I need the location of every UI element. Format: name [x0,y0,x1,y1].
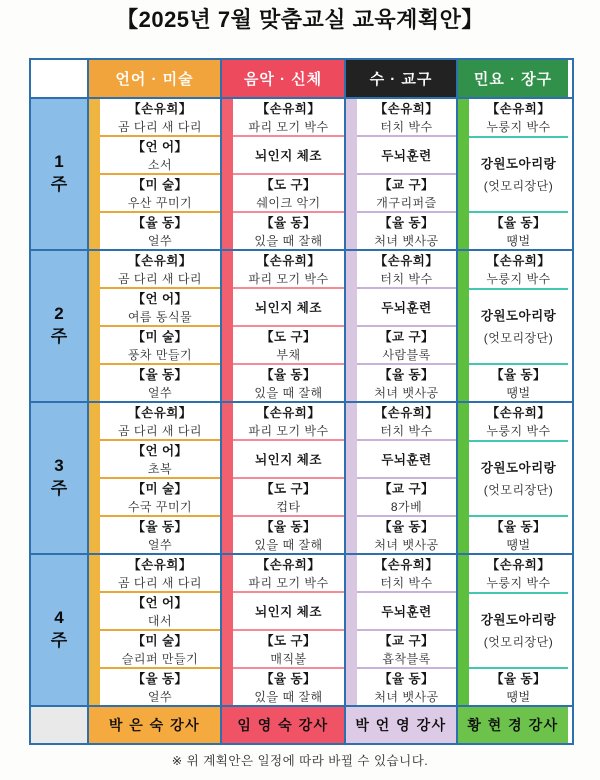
activity-cell [222,213,344,249]
color-strip [346,251,357,401]
activity-name: 쉐이크 악기 [256,196,321,210]
activity-name: 땡벌 [506,689,531,704]
week-row-4 [31,553,572,705]
activity-cell [222,175,344,213]
activity-cell [222,327,344,365]
activity-cell [458,669,568,706]
activity-cell [222,669,344,705]
activity-category: 【손유희】 [486,254,551,269]
activity-category: 【손유희】 [374,102,439,116]
activity-category: 【손유희】 [374,558,439,572]
activity-cell [346,137,456,175]
activity-cell [458,251,568,290]
activity-cell [458,213,568,250]
activity-cell [222,479,344,517]
activity-category: 【미 술】 [132,178,188,192]
activity-name: 얼쑤 [147,386,173,400]
activity-cell [346,289,456,327]
activity-cell [458,99,568,138]
activity-name: 누룽지 박수 [486,120,551,135]
activity-category: 【손유희】 [486,102,551,117]
table-footer-row [31,705,572,743]
activity-name: 처녀 뱃사공 [374,538,439,552]
activity-name: 수국 꾸미기 [127,500,193,514]
activity-cell [222,403,344,441]
activity-category: 【손유희】 [256,558,321,572]
activity-cell [346,631,456,669]
activity-category: 【도 구】 [260,634,317,648]
activity-category: 【율 동】 [378,672,435,686]
activity-name: 얼쑤 [147,234,173,248]
activity-cell [458,138,568,213]
week-number: 3 [54,456,64,476]
activity-category: 【미 술】 [132,482,188,496]
activity-name: 사람블록 [382,348,431,362]
activity-cell [346,479,456,517]
activity-category: 【언 어】 [132,444,188,458]
activity-category: 강원도아리랑 [480,461,557,475]
activity-cell [89,441,220,479]
activity-category: 【율 동】 [490,215,547,230]
activity-name: 곰 다리 새 다리 [117,272,203,286]
activity-cell [458,594,568,669]
color-strip [89,555,100,705]
activity-category: 【언 어】 [132,140,188,154]
week-label-1 [31,99,87,249]
week-number: 2 [54,304,64,324]
activity-name: (엇모리장단) [483,635,554,649]
schedule-table [29,58,574,745]
activity-category: 【도 구】 [260,330,317,344]
column-header-2: 음악 · 신체 [220,60,344,97]
activity-category: 【손유희】 [128,254,192,268]
activity-category: 【율 동】 [490,367,547,382]
activity-category: 【율 동】 [490,671,547,686]
activity-name: 터치 박수 [380,576,433,590]
activity-name: 우산 꾸미기 [127,196,193,210]
week-2-column-3 [344,251,456,401]
activity-cell [346,669,456,705]
table-header-row [31,60,572,97]
activity-name: 얼쑤 [147,690,173,704]
week-1-column-4 [456,99,568,249]
activity-category: 【손유희】 [374,406,439,420]
week-number: 4 [54,608,64,628]
color-strip [346,403,357,553]
activity-cell [89,631,220,669]
activity-cell [458,442,568,517]
color-strip [89,251,100,401]
week-3-column-2 [220,403,344,553]
color-strip [346,555,357,705]
color-strip [89,99,100,249]
activity-cell [89,517,220,553]
activity-name: 땡벌 [506,537,531,552]
teacher-cell-4: 황 현 경 강사 [456,707,568,743]
activity-category: 【도 구】 [260,178,317,192]
activity-cell [458,365,568,402]
week-1-column-3 [344,99,456,249]
activity-name: 매직볼 [270,652,307,666]
footnote: ※ 위 계획안은 일정에 따라 바뀔 수 있습니다. [171,754,429,768]
week-4-column-3 [344,555,456,705]
activity-category: 【율 동】 [260,520,317,534]
color-strip [458,99,469,249]
activity-cell [89,365,220,401]
activity-cell [89,213,220,249]
activity-cell [346,441,456,479]
week-2-column-4 [456,251,568,401]
activity-name: (엇모리장단) [483,483,554,497]
activity-category: 두뇌훈련 [381,453,432,467]
week-2-column-2 [220,251,344,401]
activity-name: (엇모리장단) [483,179,554,193]
week-1-column-1 [87,99,220,249]
teacher-cell-2: 임 영 숙 강사 [220,707,344,743]
week-suffix: 주 [50,631,68,650]
page-title: 【2025년 7월 맞춤교실 교육계획안】 [116,7,484,32]
activity-cell [222,631,344,669]
activity-category: 【손유희】 [128,406,192,420]
activity-category: 【율 동】 [132,216,188,230]
activity-category: 뇌인지 체조 [255,149,322,163]
activity-cell [89,289,220,327]
activity-category: 【율 동】 [260,216,317,230]
activity-cell [89,479,220,517]
activity-name: 터치 박수 [380,120,433,134]
week-3-column-4 [456,403,568,553]
activity-name: 파리 모기 박수 [248,424,329,438]
activity-cell [346,213,456,249]
activity-cell [89,669,220,705]
activity-name: 터치 박수 [380,424,433,438]
column-header-1: 언어 · 미술 [87,60,220,97]
activity-name: 곰 다리 새 다리 [117,424,203,438]
week-row-1 [31,97,572,249]
activity-category: 【율 동】 [260,672,317,686]
activity-cell [89,327,220,365]
column-header-3: 수 · 교구 [344,60,456,97]
activity-cell [346,555,456,593]
color-strip [346,99,357,249]
activity-cell [89,251,220,289]
teacher-cell-1: 박 은 숙 강사 [87,707,220,743]
activity-cell [346,365,456,401]
activity-cell [458,555,568,594]
activity-cell [222,365,344,401]
activity-name: 개구리퍼즐 [376,196,437,210]
week-4-column-1 [87,555,220,705]
week-number: 1 [54,152,64,172]
activity-category: 강원도아리랑 [480,613,557,627]
activity-name: 터치 박수 [380,272,433,286]
week-1-column-2 [220,99,344,249]
column-header-4: 민요 · 장구 [456,60,568,97]
corner-cell-bottom [31,707,87,743]
activity-category: 두뇌훈련 [381,301,432,315]
activity-category: 【손유희】 [256,254,321,268]
color-strip [222,555,233,705]
color-strip [458,555,469,705]
activity-cell [222,555,344,593]
activity-category: 【손유희】 [486,558,551,573]
activity-name: 누룽지 박수 [486,272,551,287]
week-row-3 [31,401,572,553]
week-suffix: 주 [50,327,68,346]
activity-category: 【교 구】 [378,482,435,496]
week-2-column-1 [87,251,220,401]
activity-cell [346,517,456,553]
week-row-2 [31,249,572,401]
activity-category: 【율 동】 [378,520,435,534]
activity-cell [346,327,456,365]
activity-cell [346,593,456,631]
week-4-column-2 [220,555,344,705]
color-strip [222,403,233,553]
activity-category: 두뇌훈련 [381,605,432,619]
activity-name: 처녀 뱃사공 [374,386,439,400]
activity-name: 슬리퍼 만들기 [121,652,199,666]
activity-category: 【교 구】 [378,634,435,648]
activity-category: 【율 동】 [260,368,317,382]
activity-category: 【손유희】 [256,406,321,420]
activity-cell [346,175,456,213]
activity-name: 곰 다리 새 다리 [117,576,203,590]
activity-name: 있을 때 잘해 [254,386,323,400]
week-blocks [31,97,572,705]
activity-category: 【손유희】 [256,102,321,116]
activity-name: 초복 [147,462,173,476]
activity-category: 【율 동】 [132,520,188,534]
activity-name: (엇모리장단) [483,331,554,345]
activity-cell [89,137,220,175]
color-strip [458,403,469,553]
activity-name: 부채 [276,348,301,362]
activity-name: 곰 다리 새 다리 [117,120,203,134]
corner-cell-top [31,60,87,97]
activity-category: 【손유희】 [128,558,192,572]
activity-category: 【손유희】 [486,406,551,421]
activity-cell [222,593,344,631]
activity-name: 있을 때 잘해 [254,690,323,704]
activity-name: 대서 [147,614,173,628]
color-strip [458,251,469,401]
week-4-column-4 [456,555,568,705]
activity-name: 8가베 [390,500,423,514]
week-label-2 [31,251,87,401]
activity-name: 누룽지 박수 [486,576,551,591]
week-label-4 [31,555,87,705]
activity-name: 처녀 뱃사공 [374,234,439,248]
activity-category: 【미 술】 [132,330,188,344]
activity-category: 【언 어】 [132,596,188,610]
activity-cell [222,99,344,137]
activity-category: 【도 구】 [260,482,317,496]
activity-cell [458,403,568,442]
activity-category: 강원도아리랑 [480,157,557,171]
activity-category: 【율 동】 [132,672,188,686]
activity-cell [222,441,344,479]
activity-cell [89,175,220,213]
activity-cell [346,99,456,137]
week-label-3 [31,403,87,553]
activity-cell [222,517,344,553]
activity-name: 누룽지 박수 [486,424,551,439]
activity-cell [222,137,344,175]
activity-cell [89,99,220,137]
activity-name: 소서 [147,158,173,172]
activity-category: 【교 구】 [378,178,435,192]
activity-category: 【율 동】 [378,216,435,230]
color-strip [89,403,100,553]
activity-category: 【교 구】 [378,330,435,344]
activity-cell [89,593,220,631]
activity-cell [222,251,344,289]
activity-category: 【손유희】 [374,254,439,268]
week-suffix: 주 [50,479,68,498]
activity-category: 뇌인지 체조 [255,453,322,467]
week-3-column-1 [87,403,220,553]
activity-cell [458,290,568,365]
activity-category: 뇌인지 체조 [255,605,322,619]
activity-name: 얼쑤 [147,538,173,552]
color-strip [222,251,233,401]
activity-category: 【율 동】 [490,519,547,534]
activity-name: 땡벌 [506,233,531,248]
activity-name: 파리 모기 박수 [248,272,329,286]
activity-name: 여름 동식물 [127,310,193,324]
activity-name: 있을 때 잘해 [254,234,323,248]
activity-category: 두뇌훈련 [381,149,432,163]
activity-name: 땡벌 [506,385,531,400]
activity-cell [346,251,456,289]
color-strip [222,99,233,249]
activity-name: 파리 모기 박수 [248,120,329,134]
activity-cell [222,289,344,327]
week-suffix: 주 [50,175,68,194]
activity-cell [458,517,568,554]
activity-name: 컵타 [276,500,301,514]
activity-category: 【미 술】 [132,634,188,648]
activity-cell [89,555,220,593]
activity-category: 【율 동】 [378,368,435,382]
activity-name: 처녀 뱃사공 [374,690,439,704]
activity-category: 【율 동】 [132,368,188,382]
activity-name: 있을 때 잘해 [254,538,323,552]
activity-name: 파리 모기 박수 [248,576,329,590]
activity-cell [89,403,220,441]
activity-cell [346,403,456,441]
activity-category: 강원도아리랑 [480,309,557,323]
activity-name: 흡착블록 [382,652,431,666]
activity-category: 뇌인지 체조 [255,301,322,315]
week-3-column-3 [344,403,456,553]
activity-category: 【언 어】 [132,292,188,306]
teacher-cell-3: 박 언 영 강사 [344,707,456,743]
activity-category: 【손유희】 [128,102,192,116]
activity-name: 풍차 만들기 [127,348,193,362]
